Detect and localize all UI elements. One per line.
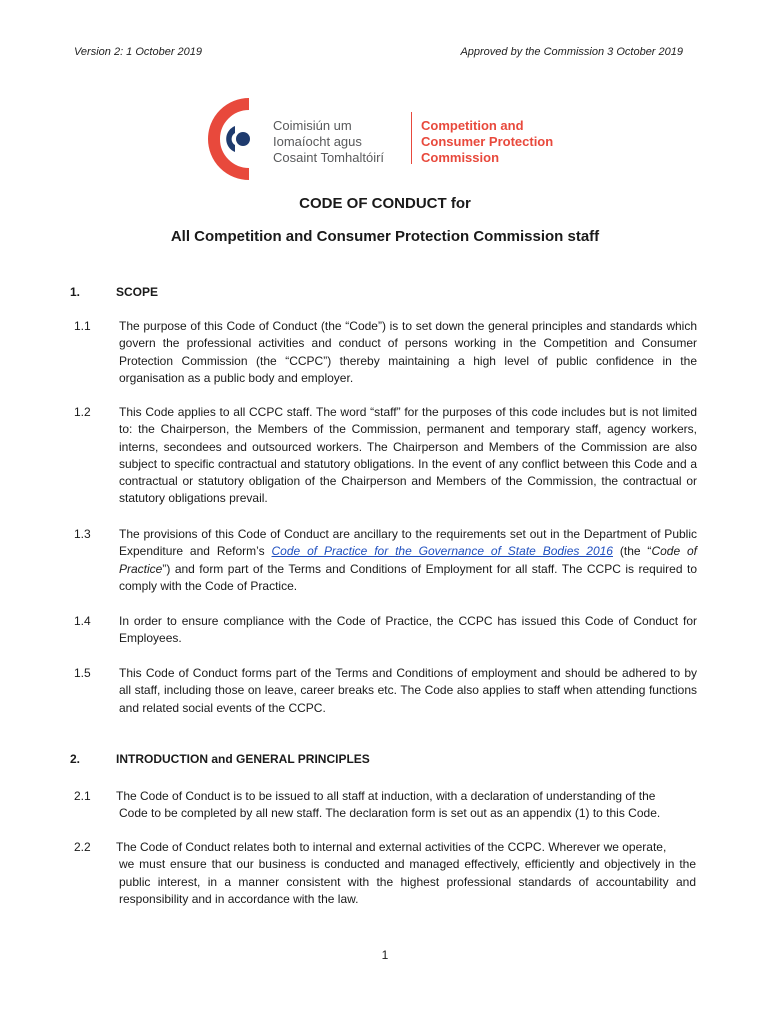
- paragraph-number: 2.2: [74, 840, 91, 854]
- paragraph-text: In order to ensure compliance with the Code of Practice, the CCPC has issued this Code of Conduct for Employees.: [119, 614, 697, 646]
- section-number: 1.: [70, 285, 81, 299]
- paragraph-number: 1.1: [74, 319, 91, 333]
- paragraph-number: 2.1: [74, 789, 91, 803]
- document-subtitle: All Competition and Consumer Protection Commission staff: [170, 228, 600, 245]
- paragraph-text: [119, 526, 697, 595]
- logo-english-line: Consumer Protection: [421, 134, 554, 149]
- logo-irish-line: Cosaint Tomhaltóirí: [273, 150, 385, 165]
- section-number: 2.: [70, 752, 81, 766]
- paragraph-number: 1.4: [74, 614, 91, 628]
- paragraph-text: [116, 839, 696, 908]
- text-line: The Code of Conduct is to be issued to all staff at induction, with a declaration of understanding of the: [116, 789, 656, 803]
- logo-irish-line: Coimisiún um: [273, 118, 352, 133]
- paragraph-text: The purpose of this Code of Conduct (the “Code”) is to set down the general principles and standards which govern the professional activities and conduct of persons working in the Competition and Consumer Protection Commission (the “CCPC”) thereby maintaining a high level of public confidence in the organisation as a public body and employer.: [119, 319, 697, 385]
- text-run: The provisions of this Code of Conduct are ancillary to the requirements set out in the Department of Public Expenditure and Reform’s: [119, 527, 697, 559]
- logo-english-line: Commission: [421, 150, 500, 165]
- paragraph-number: 1.2: [74, 405, 91, 419]
- approval-label: Approved by the Commission 3 October 2019: [460, 46, 683, 58]
- text-run: ”) and form part of the Terms and Conditions of Employment for all staff. The CCPC is required to comply with the Code of Practice.: [119, 561, 697, 593]
- ccpc-logo: [205, 98, 575, 180]
- paragraph-text: This Code of Conduct forms part of the Terms and Conditions of employment and should be adhered to by all staff, including those on leave, career breaks etc. The Code also applies to staff when attending functions and related social events of the CCPC.: [119, 666, 697, 715]
- section-title: SCOPE: [116, 285, 159, 299]
- text-run: (the “: [612, 544, 652, 559]
- text-line: Code to be completed by all new staff. The declaration form is set out as an appendix (1) to this Code.: [119, 806, 661, 821]
- ccpc-emblem-icon: [205, 98, 269, 180]
- logo-english-line: Competition and: [421, 118, 524, 133]
- document-title: CODE OF CONDUCT for: [299, 195, 471, 212]
- paragraph-text: [116, 788, 696, 823]
- logo-irish-line: Iomaíocht agus: [273, 134, 362, 149]
- text-line: The Code of Conduct relates both to internal and external activities of the CCPC. Wherever we operate,: [116, 840, 667, 854]
- text-line: we must ensure that our business is conducted and managed effectively, efficiently and objectively in the public interest, in a manner consistent with the highest professional standards of accountability and responsibility and in accordance with the law.: [119, 857, 696, 906]
- section-title: INTRODUCTION and GENERAL PRINCIPLES: [116, 752, 370, 766]
- logo-divider: [411, 112, 412, 164]
- logo-irish-name: [273, 118, 413, 166]
- paragraph-text: This Code applies to all CCPC staff. The word “staff” for the purposes of this code includes but is not limited to: the Chairperson, the Members of the Commission, permanent and temporary staff, agency workers, interns, secondees and outsourced workers. The Chairperson and Members of the Commission are also subject to specific contractual and statutory obligations. In the event of any conflict between this Code and a contractual or statutory obligation of the Chairperson and Members of the Commission, the contractual or statutory obligations prevail.: [119, 405, 697, 506]
- paragraph-number: 1.5: [74, 666, 91, 680]
- page-number: 1: [381, 948, 389, 962]
- text-run-italic: Code of Practice: [119, 544, 698, 576]
- version-label: Version 2: 1 October 2019: [74, 46, 203, 58]
- code-of-practice-link[interactable]: Code of Practice for the Governance of State Bodies 2016: [271, 544, 613, 559]
- paragraph-number: 1.3: [74, 527, 91, 541]
- logo-english-name: [421, 118, 581, 166]
